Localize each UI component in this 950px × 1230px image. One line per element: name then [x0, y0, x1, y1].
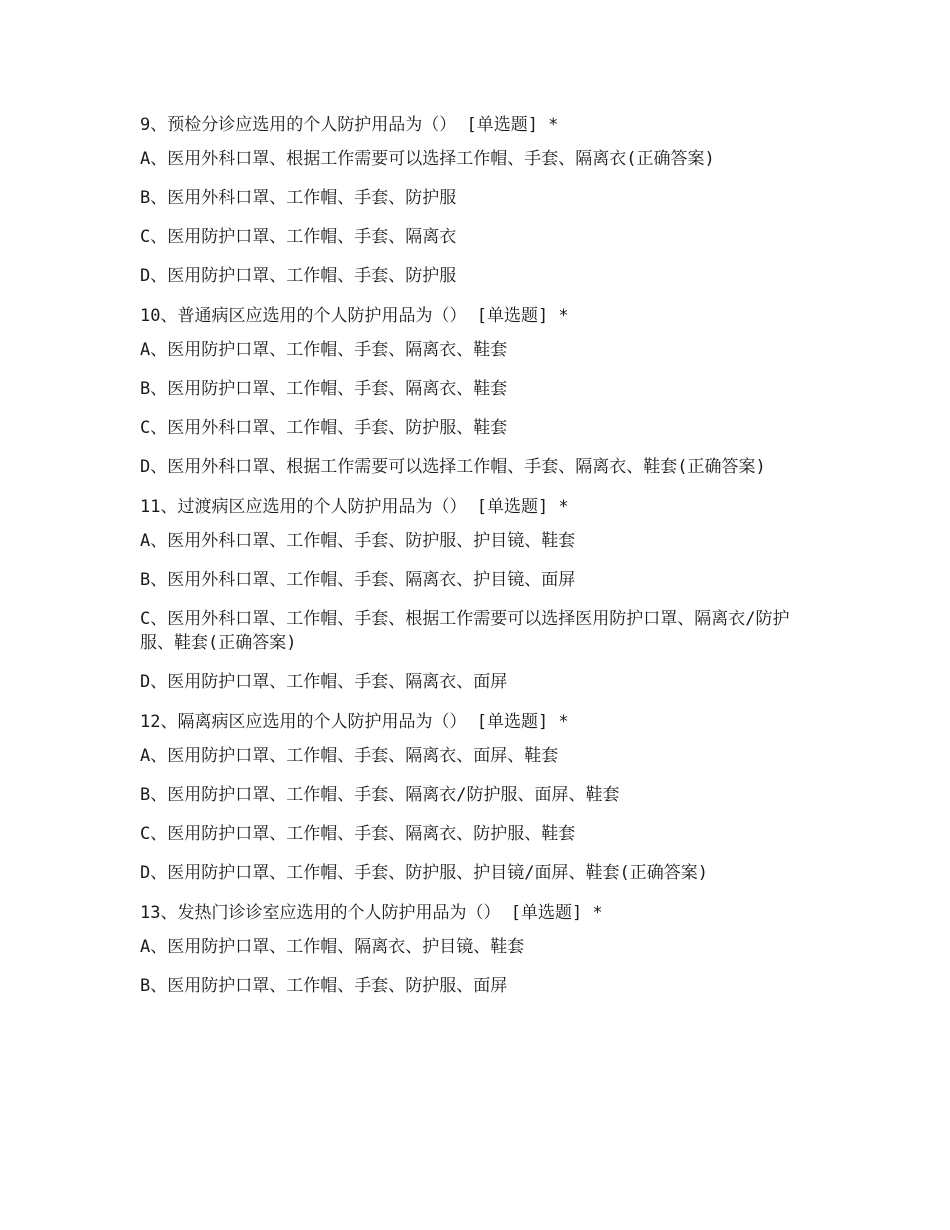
question-11: [140, 495, 820, 694]
survey-page: [140, 113, 820, 1014]
question-title: 9、预检分诊应选用的个人防护用品为（） [单选题] *: [140, 115, 559, 135]
question-title: 11、过渡病区应选用的个人防护用品为（） [单选题] *: [140, 497, 569, 517]
option-b[interactable]: B、医用防护口罩、工作帽、手套、隔离衣/防护服、面屏、鞋套: [140, 785, 620, 805]
option-c[interactable]: C、医用外科口罩、工作帽、手套、防护服、鞋套: [140, 418, 508, 438]
question-title: 12、隔离病区应选用的个人防护用品为（） [单选题] *: [140, 712, 569, 732]
option-d[interactable]: D、医用防护口罩、工作帽、手套、隔离衣、面屏: [140, 672, 508, 692]
option-b[interactable]: B、医用防护口罩、工作帽、手套、隔离衣、鞋套: [140, 379, 508, 399]
option-c[interactable]: C、医用外科口罩、工作帽、手套、根据工作需要可以选择医用防护口罩、隔离衣/防护服、鞋套(正确答案): [140, 609, 790, 653]
question-title: 13、发热门诊诊室应选用的个人防护用品为（） [单选题] *: [140, 903, 603, 923]
question-title: 10、普通病区应选用的个人防护用品为（） [单选题] *: [140, 306, 569, 326]
option-a[interactable]: A、医用外科口罩、工作帽、手套、防护服、护目镜、鞋套: [140, 531, 576, 551]
option-a[interactable]: A、医用防护口罩、工作帽、手套、隔离衣、面屏、鞋套: [140, 746, 559, 766]
question-9: [140, 113, 820, 288]
option-d[interactable]: D、医用防护口罩、工作帽、手套、防护服、护目镜/面屏、鞋套(正确答案): [140, 863, 708, 883]
option-c[interactable]: C、医用防护口罩、工作帽、手套、隔离衣、防护服、鞋套: [140, 824, 576, 844]
option-d[interactable]: D、医用外科口罩、根据工作需要可以选择工作帽、手套、隔离衣、鞋套(正确答案): [140, 457, 766, 477]
option-c[interactable]: C、医用防护口罩、工作帽、手套、隔离衣: [140, 227, 457, 247]
question-10: [140, 304, 820, 479]
option-b[interactable]: B、医用外科口罩、工作帽、手套、防护服: [140, 188, 457, 208]
question-13: [140, 901, 820, 998]
question-12: [140, 710, 820, 885]
option-a[interactable]: A、医用外科口罩、根据工作需要可以选择工作帽、手套、隔离衣(正确答案): [140, 149, 715, 169]
option-b[interactable]: B、医用防护口罩、工作帽、手套、防护服、面屏: [140, 976, 508, 996]
option-d[interactable]: D、医用防护口罩、工作帽、手套、防护服: [140, 266, 457, 286]
option-b[interactable]: B、医用外科口罩、工作帽、手套、隔离衣、护目镜、面屏: [140, 570, 576, 590]
option-a[interactable]: A、医用防护口罩、工作帽、手套、隔离衣、鞋套: [140, 340, 508, 360]
option-a[interactable]: A、医用防护口罩、工作帽、隔离衣、护目镜、鞋套: [140, 937, 525, 957]
